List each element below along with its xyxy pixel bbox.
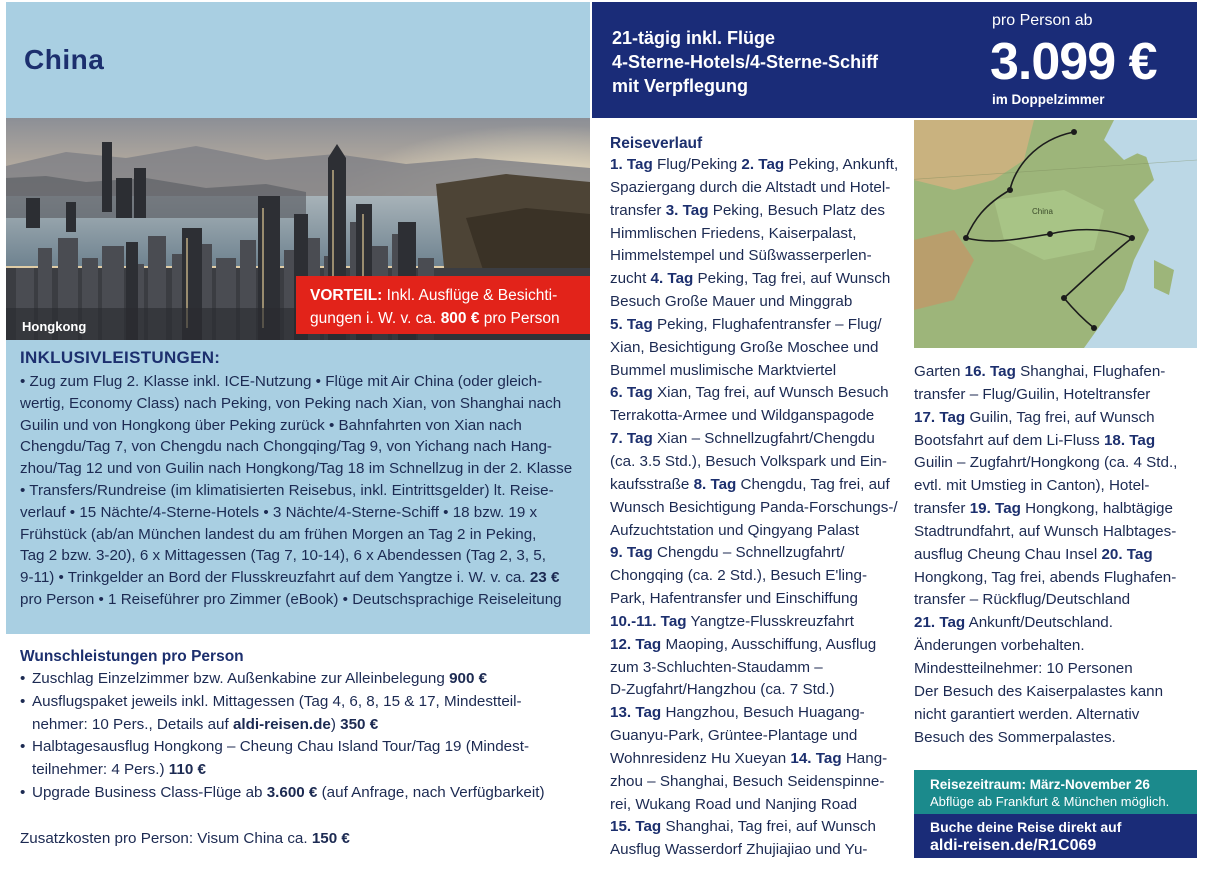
itinerary-line (610, 748, 900, 771)
itinerary-line (610, 839, 900, 862)
itinerary-line (610, 702, 900, 725)
route-map (914, 120, 1197, 348)
hongkong-photo (6, 118, 590, 340)
itinerary-text: Peking, Tag frei, auf Wunsch (693, 270, 891, 288)
wunsch-price: 110 € (168, 761, 206, 779)
itinerary-text: Flug/Peking (652, 156, 742, 173)
itinerary-line (914, 635, 1196, 658)
day-label: 13. Tag (610, 704, 662, 722)
wunsch-item-text: Halbtagesausflug Hongkong – Cheung Chau Island Tour/Tag 19 (Mindest- (32, 738, 530, 756)
inklusiv-line: Guilin und von Hongkong über Peking zurück • Bahnfahrten von Xian nach (20, 416, 522, 434)
zusatzkosten (20, 830, 350, 847)
itinerary-text: evtl. mit Umstieg in Canton), Hotel- (914, 477, 1150, 495)
itinerary-text: ausflug Cheung Chau Insel (914, 545, 1102, 563)
wunsch-item (20, 668, 590, 691)
reisezeitraum-line: Reisezeitraum: März-November 26 (930, 777, 1150, 792)
itinerary-line (610, 794, 900, 817)
wunsch-item-text: Zuschlag Einzelzimmer bzw. Außenkabine zur Alleinbelegung (32, 670, 445, 687)
day-label: 16. Tag (964, 363, 1016, 380)
itinerary-text: Spaziergang durch die Altstadt und Hotel- (610, 178, 891, 196)
itinerary-text: transfer (610, 201, 666, 219)
itinerary-line (610, 634, 900, 657)
wunsch-item (20, 782, 590, 805)
day-label: 2. Tag (741, 156, 785, 173)
inklusiv-line: Tag 2 bzw. 3-20), 6 x Mittagessen (Tag 7, 10-14), 6 x Abendessen (Tag 2, 3, 5, (20, 547, 546, 565)
itinerary-line (914, 521, 1196, 544)
itinerary-line (914, 544, 1196, 567)
itinerary-text: Hongkong, halbtägige (1020, 500, 1173, 518)
price-label: pro Person ab (992, 12, 1093, 29)
vorteil-badge (296, 276, 590, 334)
wunschleistungen (20, 648, 590, 805)
itinerary-line (610, 451, 900, 474)
reiseverlauf-column-2 (914, 361, 1196, 749)
itinerary-text: Guanyu-Park, Grüntee-Plantage und (610, 727, 858, 745)
itinerary-text: Besuch Große Mauer und Minggrab (610, 293, 853, 311)
itinerary-line (914, 658, 1196, 681)
day-label: 9. Tag (610, 544, 653, 562)
day-label: 6. Tag (610, 384, 653, 402)
booking-box[interactable] (914, 814, 1197, 858)
itinerary-line (914, 612, 1196, 635)
day-label: 18. Tag (1103, 431, 1156, 449)
itinerary-text: zum 3-Schluchten-Staudamm – (610, 658, 823, 676)
price-box (906, 2, 1197, 118)
itinerary-line (610, 291, 900, 314)
itinerary-text: Xian – Schnellzugfahrt/Chengdu (652, 430, 875, 448)
itinerary-text: Park, Hafentransfer und Einschiffung (610, 590, 858, 608)
itinerary-line (610, 725, 900, 748)
itinerary-text: transfer (914, 500, 970, 518)
booking-line: Buche deine Reise direkt auf (930, 819, 1122, 835)
china-map (914, 120, 1197, 348)
day-label: 3. Tag (665, 201, 709, 219)
day-label: 12. Tag (610, 635, 662, 653)
day-label: 8. Tag (693, 475, 737, 493)
inklusivleistungen-box (6, 340, 590, 634)
itinerary-text: Wohnresidenz Hu Xueyan (610, 749, 791, 767)
itinerary-line (610, 565, 900, 588)
trip-summary-header (592, 2, 906, 118)
price-room: im Doppelzimmer (992, 92, 1105, 107)
day-label: 7. Tag (610, 430, 653, 448)
itinerary-line (610, 360, 900, 383)
itinerary-line (610, 405, 900, 428)
itinerary-line (610, 657, 900, 680)
itinerary-text: rei, Wukang Road und Nanjing Road (610, 795, 858, 813)
itinerary-line (610, 314, 900, 337)
day-label: 19. Tag (969, 500, 1021, 518)
itinerary-line (610, 154, 900, 177)
itinerary-text: Chengdu – Schnellzugfahrt/ (652, 544, 845, 562)
itinerary-text: Hongkong, Tag frei, abends Flughafen- (914, 568, 1177, 586)
itinerary-line (610, 771, 900, 794)
inklusiv-line: wertig, Economy Class) nach Peking, von Peking nach Xian, von Shanghai nach (20, 394, 562, 412)
itinerary-line (610, 382, 900, 405)
vorteil-line2b: pro Person (483, 310, 560, 327)
title-band (6, 2, 590, 118)
inklusiv-line: Frühstück (ab/an München landest du am frühen Morgen an Tag 2 in Peking, (20, 525, 537, 543)
summary-line: 4-Sterne-Hotels/4-Sterne-Schiff (612, 52, 879, 72)
itinerary-text: Bootsfahrt auf dem Li-Fluss (914, 431, 1104, 449)
wunsch-item-text: Upgrade Business Class-Flüge ab (32, 783, 263, 801)
itinerary-line (610, 679, 900, 702)
itinerary-line (914, 407, 1196, 430)
inklusiv-line: • Transfers/Rundreise (im klimatisierten Reisebus, inkl. Eintrittsgelder) lt. Reise- (20, 481, 554, 499)
itinerary-text: transfer – Rückflug/Deutschland (914, 591, 1131, 609)
wunsch-item-text: nehmer: 10 Pers., Details auf (32, 715, 229, 733)
inklusiv-line: Chengdu/Tag 7, von Chengdu nach Chongqing/Tag 9, von Yichang nach Hang- (20, 438, 552, 456)
itinerary-line (914, 589, 1196, 612)
vorteil-line2a: gungen i. W. v. ca. (310, 310, 437, 327)
reiseverlauf-heading: Reiseverlauf (610, 135, 703, 152)
itinerary-text: Chengdu, Tag frei, auf (736, 475, 890, 493)
itinerary-text: Änderungen vorbehalten. (914, 637, 1085, 655)
itinerary-line (914, 430, 1196, 453)
wunsch-item-text: ) (330, 715, 336, 733)
itinerary-line (914, 384, 1196, 407)
itinerary-text: Besuch des Sommerpalastes. (914, 728, 1116, 746)
itinerary-line (610, 268, 900, 291)
day-label: 21. Tag (914, 614, 966, 632)
inklusiv-line: verlauf • 15 Nächte/4-Sterne-Hotels • 3 Nächte/4-Sterne-Schiff • 18 bzw. 19 x (20, 503, 538, 521)
itinerary-text: Wunsch Besichtigung Panda-Forschungs-/ (610, 498, 898, 516)
itinerary-text: Xian, Besichtigung Große Moschee und (610, 338, 879, 356)
itinerary-text: Terrakotta-Armee und Wildganspagode (610, 407, 875, 425)
itinerary-text: Guilin – Zugfahrt/Hongkong (ca. 4 Std., (914, 454, 1178, 472)
reiseverlauf-column-1 (610, 134, 900, 862)
itinerary-line (610, 200, 900, 223)
itinerary-line (610, 497, 900, 520)
itinerary-line (610, 816, 900, 839)
summary-line: 21-tägig inkl. Flüge (612, 28, 776, 48)
zusatz-amount: 150 € (311, 830, 350, 847)
photo-caption: Hongkong (22, 319, 87, 334)
itinerary-line (610, 542, 900, 565)
wunsch-item (20, 736, 590, 782)
inklusiv-line: • Zug zum Flug 2. Klasse inkl. ICE-Nutzung • Flüge mit Air China (oder gleich- (20, 373, 543, 390)
itinerary-line (610, 177, 900, 200)
reiseverlauf-lines (610, 154, 900, 862)
itinerary-line (914, 452, 1196, 475)
summary-line: mit Verpflegung (612, 76, 749, 96)
itinerary-text: nicht garantiert werden. Alternativ (914, 705, 1140, 723)
reisezeitraum-box (914, 770, 1197, 814)
inklusiv-line-text: 9-11) • Trinkgelder an Bord der Flusskreuzfahrt auf dem Yangtze i. W. v. ca. (20, 569, 526, 587)
itinerary-line (610, 223, 900, 246)
zusatz-text: Zusatzkosten pro Person: Visum China ca. (20, 830, 308, 847)
itinerary-line (914, 498, 1196, 521)
itinerary-line (610, 611, 900, 634)
itinerary-text: Peking, Flughafentransfer – Flug/ (652, 315, 882, 333)
itinerary-text: Xian, Tag frei, auf Wunsch Besuch (652, 384, 889, 402)
itinerary-text: Himmlischen Friedens, Kaiserpalast, (610, 224, 857, 242)
itinerary-text: Chongqing (ca. 2 Std.), Besuch E'ling- (610, 567, 868, 585)
wunsch-list (20, 668, 590, 805)
map-label: China (1032, 207, 1053, 216)
itinerary-text: Shanghai, Flughafen- (1015, 363, 1166, 380)
itinerary-text: Der Besuch des Kaiserpalastes kann (914, 682, 1164, 700)
itinerary-text: zucht (610, 270, 651, 288)
wunsch-item (20, 691, 590, 737)
itinerary-text: D-Zugfahrt/Hangzhou (ca. 7 Std.) (610, 681, 835, 699)
itinerary-text: Himmelstempel und Süßwasserperlen- (610, 247, 872, 265)
price-value: 3.099 € (990, 33, 1157, 91)
itinerary-text: Bummel muslimische Marktviertel (610, 361, 837, 379)
tip-amount: 23 € (529, 569, 560, 587)
itinerary-line (914, 567, 1196, 590)
wunsch-item-text: teilnehmer: 4 Pers.) (32, 761, 165, 779)
itinerary-text: Aufzuchtstation und Qingyang Palast (610, 521, 860, 539)
day-label: 10.-11. Tag (610, 612, 687, 630)
itinerary-line (610, 588, 900, 611)
itinerary-text: (ca. 3.5 Std.), Besuch Volkspark und Ein- (610, 452, 887, 470)
itinerary-text: Hang- (841, 749, 888, 767)
itinerary-text: Ankunft/Deutschland. (965, 614, 1113, 632)
wunsch-item-text: (auf Anfrage, nach Verfügbarkeit) (321, 783, 545, 801)
inklusiv-line (20, 567, 578, 589)
itinerary-text: Peking, Ankunft, (784, 156, 899, 173)
vorteil-amount: 800 € (440, 310, 480, 327)
inklusiv-line: pro Person • 1 Reiseführer pro Zimmer (eBook) • Deutschsprachige Reiseleitung (20, 590, 562, 608)
itinerary-text: Mindestteilnehmer: 10 Personen (914, 659, 1133, 677)
itinerary-text: Hangzhou, Besuch Huagang- (661, 704, 865, 722)
itinerary-text: zhou – Shanghai, Besuch Seidenspinne- (610, 772, 885, 790)
itinerary-line (914, 475, 1196, 498)
day-label: 14. Tag (790, 749, 842, 767)
day-label: 17. Tag (914, 408, 966, 426)
itinerary-text: Garten (914, 363, 965, 380)
itinerary-line (914, 681, 1196, 704)
itinerary-text: Ausflug Wasserdorf Zhujiajiao und Yu- (610, 841, 868, 859)
abfluege-line: Abflüge ab Frankfurt & München möglich. (930, 794, 1170, 809)
itinerary-line (610, 245, 900, 268)
itinerary-line (610, 428, 900, 451)
vorteil-label: VORTEIL: (310, 287, 383, 304)
wunsch-price: 3.600 € (266, 783, 318, 801)
wunsch-price: 900 € (449, 670, 488, 687)
itinerary-line (610, 520, 900, 543)
aldi-reisen-link[interactable]: aldi-reisen.de (232, 715, 331, 733)
day-label: 15. Tag (610, 818, 662, 836)
inklusiv-heading: INKLUSIVLEISTUNGEN: (20, 348, 221, 367)
day-label: 5. Tag (610, 315, 653, 333)
itinerary-text: kaufsstraße (610, 475, 694, 493)
itinerary-line (914, 361, 1196, 384)
wunsch-price: 350 € (340, 715, 379, 733)
itinerary-text: Maoping, Ausschiffung, Ausflug (661, 635, 877, 653)
page-title: China (24, 44, 105, 75)
itinerary-line (610, 474, 900, 497)
inklusiv-line: zhou/Tag 12 und von Guilin nach Hongkong/Tag 18 im Schnellzug in der 2. Klasse (20, 460, 573, 478)
wunsch-item-text: Ausflugspaket jeweils inkl. Mittagessen (Tag 4, 6, 8, 15 & 17, Mindestteil- (32, 692, 522, 710)
vorteil-line1: Inkl. Ausflüge & Besichti- (386, 287, 558, 304)
itinerary-text: Yangtze-Flusskreuzfahrt (686, 612, 854, 630)
itinerary-text: Peking, Besuch Platz des (708, 201, 885, 219)
itinerary-line (914, 704, 1196, 727)
itinerary-line (610, 337, 900, 360)
itinerary-text: transfer – Flug/Guilin, Hoteltransfer (914, 385, 1151, 403)
day-label: 1. Tag (610, 156, 653, 173)
itinerary-text: Shanghai, Tag frei, auf Wunsch (661, 818, 876, 836)
day-label: 20. Tag (1101, 545, 1153, 563)
wunsch-heading: Wunschleistungen pro Person (20, 648, 244, 665)
booking-link[interactable]: aldi-reisen.de/R1C069 (930, 837, 1097, 854)
day-label: 4. Tag (650, 270, 694, 288)
itinerary-line (914, 727, 1196, 750)
itinerary-text: Guilin, Tag frei, auf Wunsch (965, 408, 1155, 426)
itinerary-text: Stadtrundfahrt, auf Wunsch Halbtages- (914, 522, 1177, 540)
